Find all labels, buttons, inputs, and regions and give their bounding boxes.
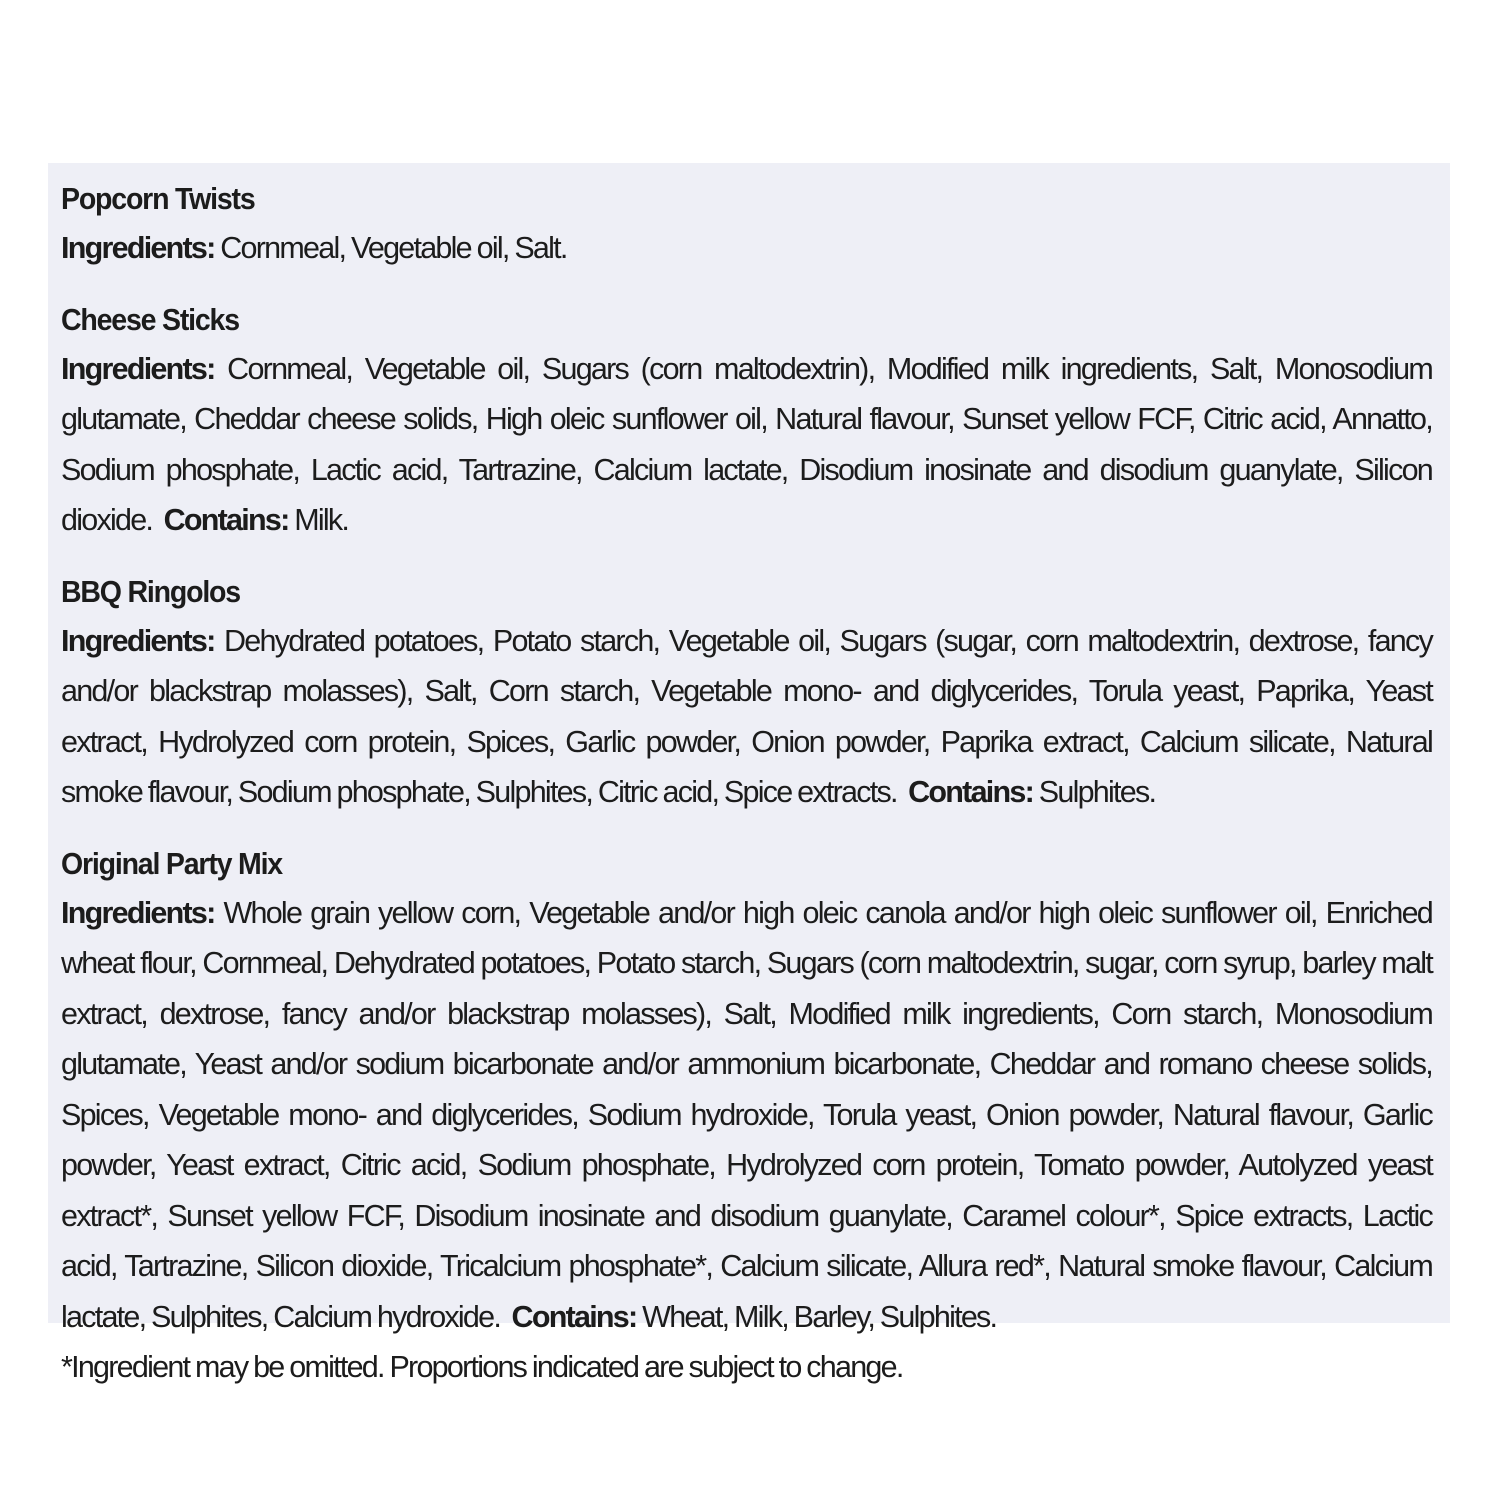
product-original-party-mix	[61, 840, 1432, 1393]
product-popcorn-twists	[61, 175, 1432, 274]
contains-label: Contains:	[163, 503, 289, 537]
product-bbq-ringolos	[61, 568, 1432, 818]
product-name: Original Party Mix	[61, 845, 282, 881]
product-name: Popcorn Twists	[61, 181, 255, 216]
ingredients-text: Cornmeal, Vegetable oil, Salt.	[220, 231, 567, 265]
footnote: *Ingredient may be omitted. Proportions indicated are subject to change.	[61, 1350, 903, 1384]
ingredients-text: Dehydrated potatoes, Potato starch, Vegetable oil, Sugars (sugar, corn maltodextrin, dextrose, fancy and/or blackstrap molasses), Salt, Corn starch, Vegetable mono- and diglycerides, Torula yeast, Paprika, Yeast extract, Hydrolyzed corn protein, Spices, Garlic powder, Onion powder, Paprika extract, Calcium silicate, Natural smoke flavour, Sodium phosphate, Sulphites, Citric acid, Spice extracts.	[61, 623, 1432, 809]
ingredients-list	[61, 344, 1432, 546]
product-name: BBQ Ringolos	[61, 573, 240, 609]
ingredients-label: Ingredients:	[61, 623, 215, 658]
contains-text: Wheat, Milk, Barley, Sulphites.	[642, 1299, 997, 1334]
contains-label: Contains:	[908, 775, 1034, 809]
contains-text: Sulphites.	[1038, 775, 1156, 809]
product-name: Cheese Sticks	[61, 301, 239, 337]
contains-text: Milk.	[294, 503, 349, 537]
ingredients-label-panel	[48, 163, 1450, 1384]
ingredients-label: Ingredients:	[61, 895, 215, 930]
ingredients-label: Ingredients:	[61, 351, 215, 386]
contains-label: Contains:	[511, 1299, 637, 1334]
ingredients-list	[61, 888, 1432, 1343]
ingredients-list	[61, 223, 1432, 274]
ingredients-text: Cornmeal, Vegetable oil, Sugars (corn maltodextrin), Modified milk ingredients, Salt, Monosodium glutamate, Cheddar cheese solids, High oleic sunflower oil, Natural flavour, Sunset yellow FCF, Citric acid, Annatto, Sodium phosphate, Lactic acid, Tartrazine, Calcium lactate, Disodium inosinate and disodium guanylate, Silicon dioxide.	[61, 351, 1432, 537]
ingredients-label: Ingredients:	[61, 231, 215, 265]
ingredients-list	[61, 616, 1432, 818]
ingredients-text: Whole grain yellow corn, Vegetable and/or high oleic canola and/or high oleic sunflower oil, Enriched wheat flour, Cornmeal, Dehydrated potatoes, Potato starch, Sugars (corn maltodextrin, sugar, corn syrup, barley malt extract, dextrose, fancy and/or blackstrap molasses), Salt, Modified milk ingredients, Corn starch, Monosodium glutamate, Yeast and/or sodium bicarbonate and/or ammonium bicarbonate, Cheddar and romano cheese solids, Spices, Vegetable mono- and diglycerides, Sodium hydroxide, Torula yeast, Onion powder, Natural flavour, Garlic powder, Yeast extract, Citric acid, Sodium phosphate, Hydrolyzed corn protein, Tomato powder, Autolyzed yeast extract*, Sunset yellow FCF, Disodium inosinate and disodium guanylate, Caramel colour*, Spice extracts, Lactic acid, Tartrazine, Silicon dioxide, Tricalcium phosphate*, Calcium silicate, Allura red*, Natural smoke flavour, Calcium lactate, Sulphites, Calcium hydroxide.	[61, 895, 1432, 1334]
product-cheese-sticks	[61, 296, 1432, 546]
